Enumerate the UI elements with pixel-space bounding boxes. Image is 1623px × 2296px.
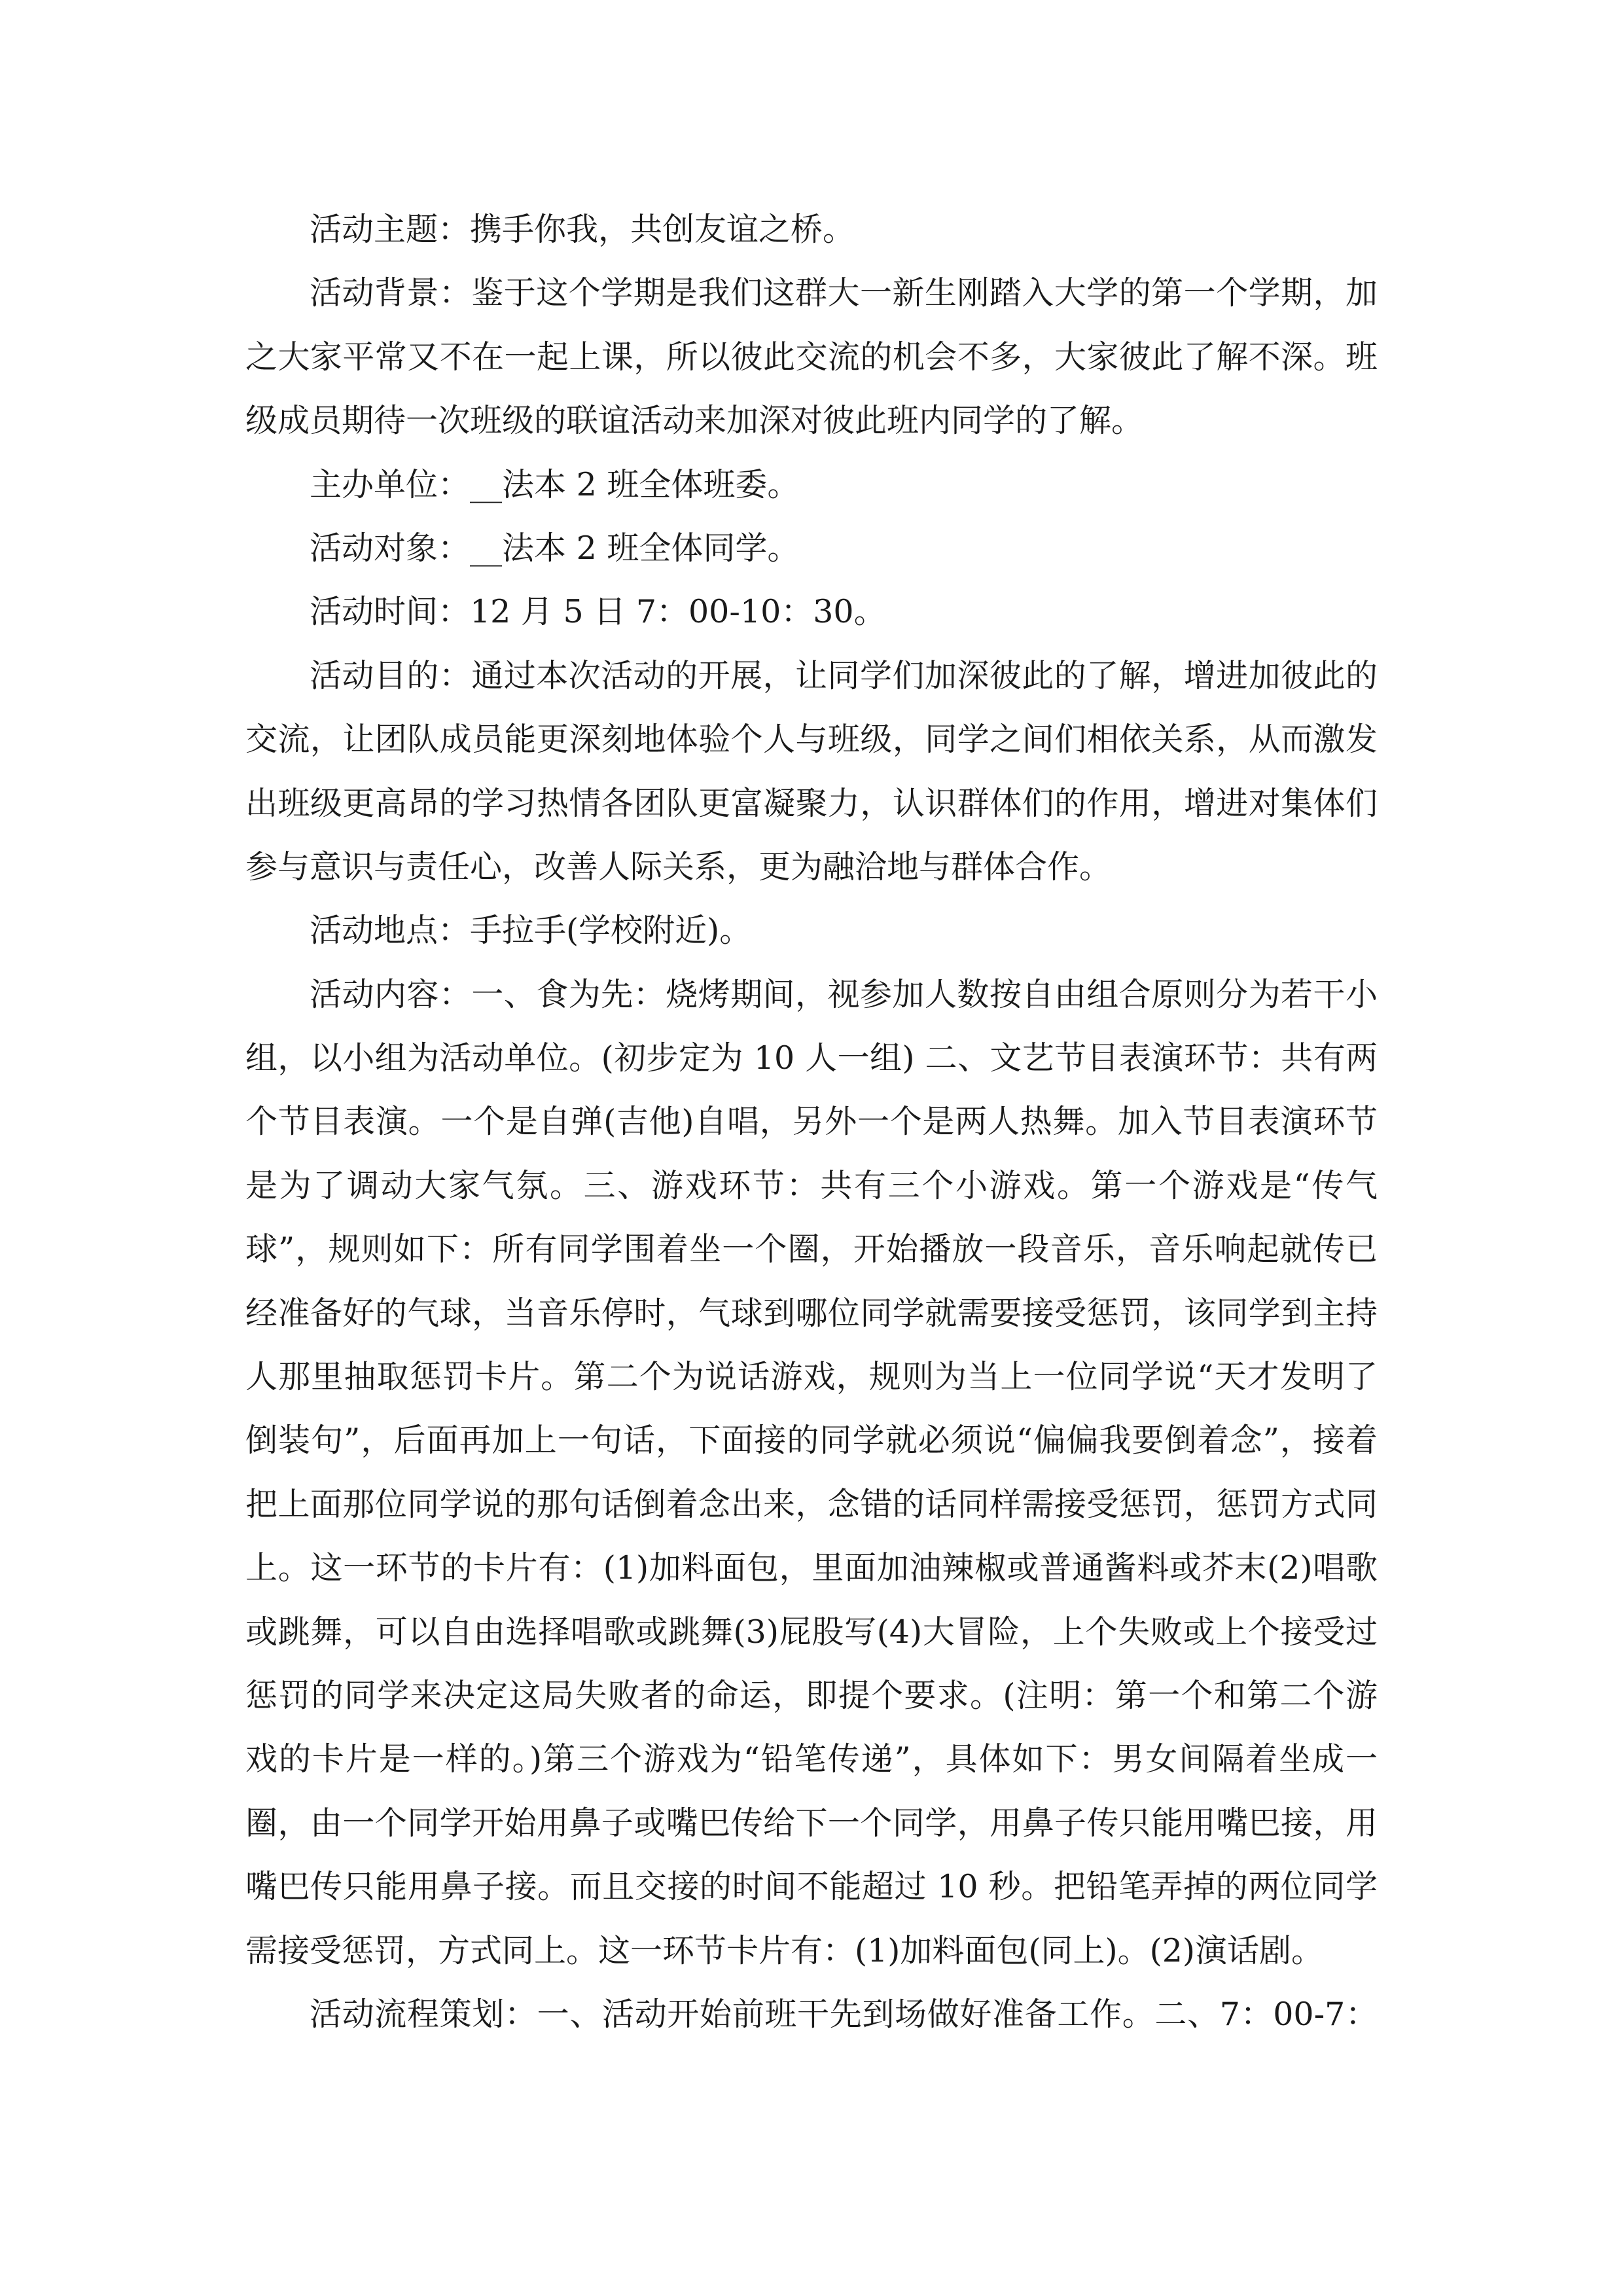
paragraph-line: 活动时间：12 月 5 日 7：00-10：30。: [310, 593, 886, 631]
paragraph-line: 活动主题：携手你我，共创友谊之桥。: [310, 211, 855, 248]
paragraph-line: 需接受惩罚，方式同上。这一环节卡片有：(1)加料面包(同上)。(2)演话剧。: [245, 1931, 1324, 1969]
paragraph-line: 活动地点：手拉手(学校附近)。: [310, 912, 752, 950]
paragraph-line: 倒装句”，后面再加上一句话，下面接的同学就必须说“偏偏我要倒着念”，接着: [245, 1422, 1378, 1460]
paragraph-line: 是为了调动大家气氛。三、游戏环节：共有三个小游戏。第一个游戏是“传气: [245, 1166, 1378, 1204]
paragraph-3: [245, 453, 1378, 516]
paragraph-line: 人那里抽取惩罚卡片。第二个为说话游戏，规则为当上一位同学说“天才发明了: [245, 1358, 1378, 1396]
paragraph-line: 球”，规则如下：所有同学围着坐一个圈，开始播放一段音乐，音乐响起就传已: [245, 1230, 1378, 1268]
document-body: [245, 198, 1378, 2046]
paragraph-line: 活动目的：通过本次活动的开展，让同学们加深彼此的了解，增进加彼此的: [310, 656, 1378, 694]
paragraph-6: [245, 644, 1378, 899]
paragraph-5: [245, 580, 1378, 643]
paragraph-line: 之大家平常又不在一起上课，所以彼此交流的机会不多，大家彼此了解不深。班: [245, 338, 1378, 376]
paragraph-line: 组，以小组为活动单位。(初步定为 10 人一组) 二、文艺节目表演环节：共有两: [245, 1039, 1378, 1077]
paragraph-line: 交流，让团队成员能更深刻地体验个人与班级，同学之间们相依关系，从而激发: [245, 721, 1378, 759]
paragraph-line: 经准备好的气球，当音乐停时，气球到哪位同学就需要接受惩罚，该同学到主持: [245, 1294, 1378, 1332]
paragraph-line: 个节目表演。一个是自弹(吉他)自唱，另外一个是两人热舞。加入节目表演环节: [245, 1103, 1378, 1141]
paragraph-1: [245, 198, 1378, 261]
paragraph-line: 上。这一环节的卡片有：(1)加料面包，里面加油辣椒或普通酱料或芥末(2)唱歌: [245, 1549, 1378, 1587]
paragraph-line: 戏的卡片是一样的。)第三个游戏为“铅笔传递”，具体如下：男女间隔着坐成一: [245, 1740, 1378, 1778]
paragraph-line: 或跳舞，可以自由选择唱歌或跳舞(3)屁股写(4)大冒险，上个失败或上个接受过: [245, 1613, 1378, 1651]
paragraph-line: 活动背景：鉴于这个学期是我们这群大一新生刚踏入大学的第一个学期，加: [310, 274, 1378, 312]
paragraph-2: [245, 261, 1378, 452]
paragraph-line: 活动内容：一、食为先：烧烤期间，视参加人数按自由组合原则分为若干小: [310, 975, 1378, 1013]
paragraph-8: [245, 963, 1378, 1982]
paragraph-line: 参与意识与责任心，改善人际关系，更为融洽地与群体合作。: [245, 848, 1112, 886]
paragraph-line: 主办单位：__法本 2 班全体班委。: [310, 465, 800, 503]
paragraph-7: [245, 899, 1378, 962]
paragraph-line: 活动流程策划：一、活动开始前班干先到场做好准备工作。二、7：00-7：: [310, 1995, 1378, 2033]
paragraph-line: 把上面那位同学说的那句话倒着念出来，念错的话同样需接受惩罚，惩罚方式同: [245, 1485, 1378, 1523]
paragraph-4: [245, 516, 1378, 580]
paragraph-line: 嘴巴传只能用鼻子接。而且交接的时间不能超过 10 秒。把铅笔弄掉的两位同学: [245, 1868, 1378, 1906]
paragraph-line: 出班级更高昂的学习热情各团队更富凝聚力，认识群体们的作用，增进对集体们: [245, 784, 1378, 822]
paragraph-line: 圈，由一个同学开始用鼻子或嘴巴传给下一个同学，用鼻子传只能用嘴巴接，用: [245, 1804, 1378, 1842]
paragraph-line: 级成员期待一次班级的联谊活动来加深对彼此班内同学的了解。: [245, 402, 1144, 440]
paragraph-line: 活动对象：__法本 2 班全体同学。: [310, 529, 800, 567]
paragraph-9: [245, 1982, 1378, 2046]
paragraph-line: 惩罚的同学来决定这局失败者的命运，即提个要求。(注明：第一个和第二个游: [245, 1676, 1378, 1714]
